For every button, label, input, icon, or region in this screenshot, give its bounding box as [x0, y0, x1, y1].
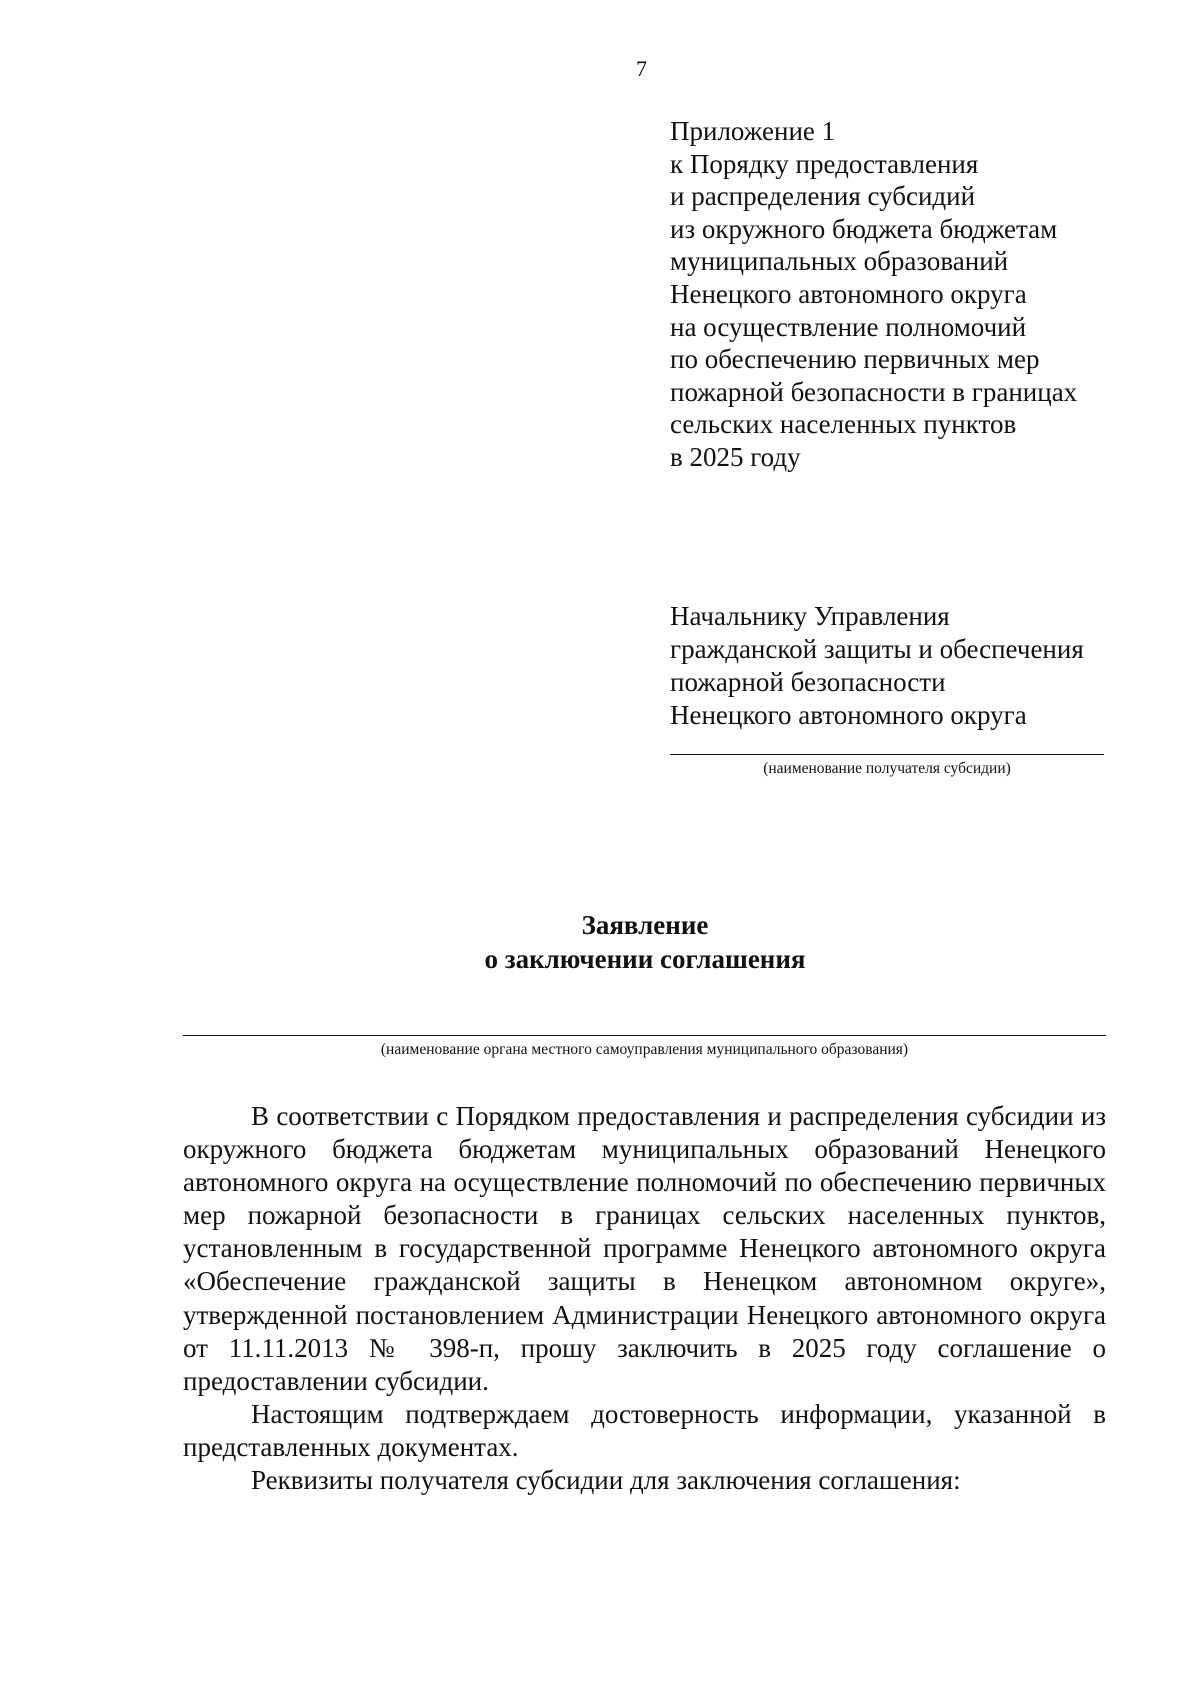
paragraph-confirmation: Настоящим подтверждаем достоверность информации, указанной в представленных документах.: [183, 1398, 1106, 1462]
annex-line: по обеспечению первичных мер: [670, 344, 1040, 375]
page-number: 7: [636, 56, 647, 81]
recipient-caption: (наименование получателя субсидии): [763, 760, 1011, 777]
addressee-line: пожарной безопасности: [670, 667, 946, 697]
annex-line: Приложение 1: [670, 116, 836, 146]
annex-line: Ненецкого автономного округа: [670, 278, 1027, 309]
authority-caption: (наименование органа местного самоуправления муниципального образования): [380, 1041, 909, 1058]
annex-header: [670, 115, 1077, 474]
annex-line: пожарной безопасности в границах: [670, 376, 1078, 407]
annex-line: из окружного бюджета бюджетам: [670, 213, 1058, 244]
authority-fill-line: [183, 1035, 1106, 1036]
annex-line: сельских населенных пунктов: [670, 409, 1017, 440]
recipient-fill-line: [670, 754, 1104, 755]
addressee-line: гражданской защиты и обеспечения: [670, 634, 1084, 664]
addressee-block: [670, 600, 1084, 732]
annex-line: в 2025 году: [670, 441, 801, 472]
annex-line: к Порядку предоставления: [670, 148, 979, 179]
title-line-1: Заявление: [581, 910, 709, 940]
document-title: [300, 908, 990, 976]
paragraph-requisites: Реквизиты получателя субсидии для заключения соглашения:: [251, 1465, 961, 1496]
paragraph-request: В соответствии с Порядком предоставления и распределения субсидии из окружного бюджета бюджетам муниципальных образований Ненецкого автономного округа на осуществление полномочий по обеспечению первичных мер пожарной безопасности в границах сельских населенных пунктов, установленным в государственной программе Ненецкого автономного округа «Обеспечение гражданской защиты в Ненецком автономном округе», утвержденной постановлением Администрации Ненецкого автономного округа от 11.11.2013 № 398-п, прошу заключить в 2025 году соглашение о предоставлении субсидии.: [183, 1101, 1106, 1396]
annex-line: и распределения субсидий: [670, 181, 976, 212]
body-text: [183, 1100, 1106, 1497]
annex-line: на осуществление полномочий: [670, 311, 1027, 342]
title-line-2: о заключении соглашения: [484, 944, 806, 974]
annex-line: муниципальных образований: [670, 246, 1009, 277]
addressee-line: Ненецкого автономного округа: [670, 700, 1027, 730]
addressee-line: Начальнику Управления: [670, 601, 950, 631]
